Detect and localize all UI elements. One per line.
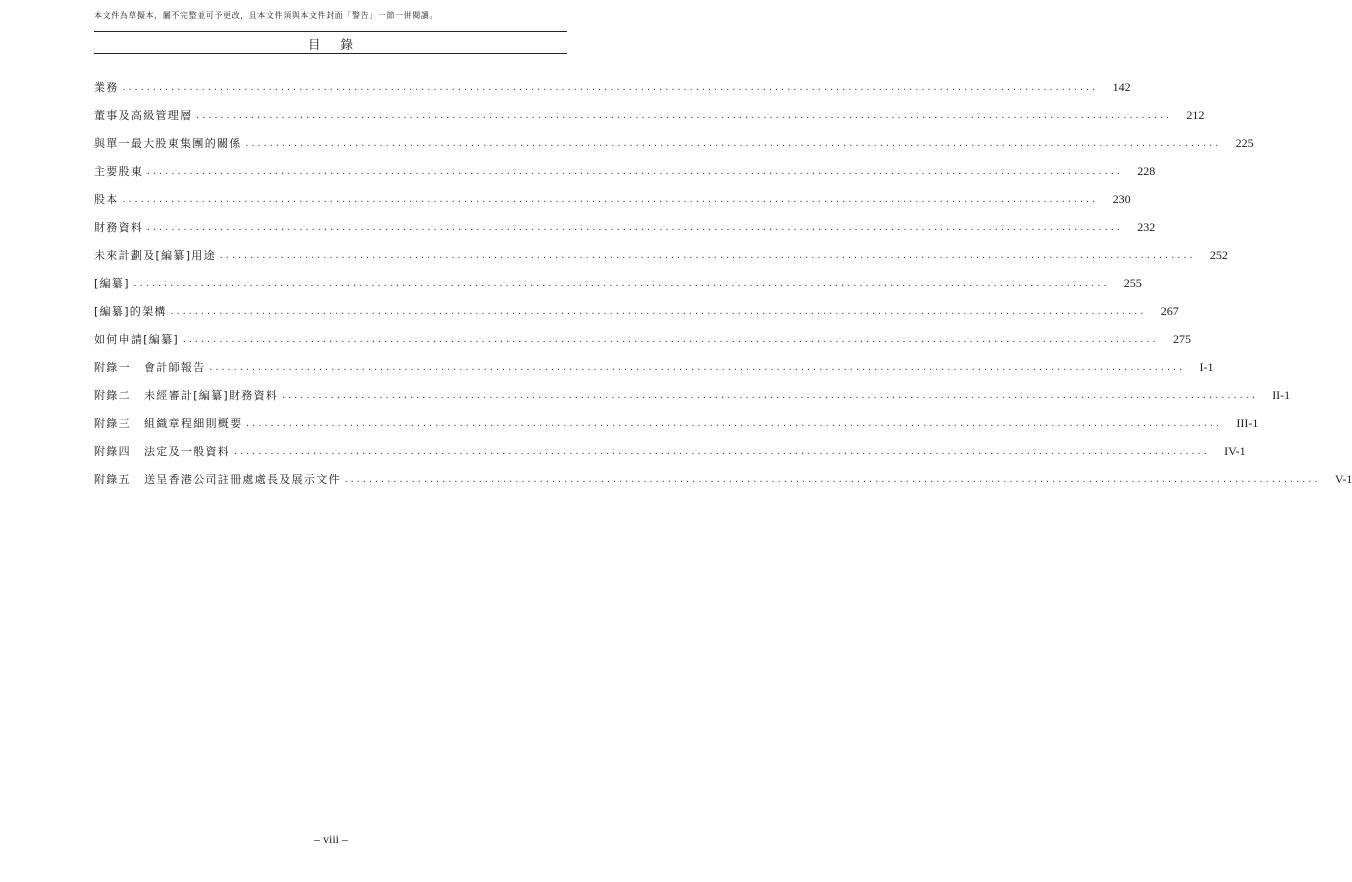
toc-entry-title <box>94 387 278 403</box>
table-of-contents <box>94 73 1352 493</box>
toc-entry-title <box>94 359 206 375</box>
dot-leader: ................................................................................................................................................................ <box>245 137 1222 149</box>
toc-entry[interactable] <box>94 465 1352 493</box>
toc-entry-title <box>94 331 179 347</box>
toc-entry[interactable] <box>94 409 1259 437</box>
toc-entry-label: 組織章程細則概要 <box>144 417 243 430</box>
toc-page-number: 225 <box>1235 135 1254 150</box>
toc-entry-title <box>94 443 230 459</box>
page-title: 目錄 <box>307 37 373 52</box>
toc-entry-label: 未經審計[編纂]財務資料 <box>144 389 279 402</box>
toc-entry-label: 法定及一般資料 <box>144 445 231 458</box>
toc-entry[interactable] <box>94 213 1156 241</box>
toc-page-number: 230 <box>1112 191 1131 206</box>
toc-entry-title <box>94 79 119 95</box>
toc-page-number: III-1 <box>1236 415 1259 430</box>
dot-leader: ................................................................................................................................................................ <box>344 473 1321 485</box>
toc-page-number: 228 <box>1137 163 1156 178</box>
toc-page-number: 232 <box>1137 219 1156 234</box>
dot-leader: ................................................................................................................................................................ <box>282 389 1259 401</box>
toc-entry[interactable] <box>94 269 1142 297</box>
toc-page-number: I-1 <box>1199 359 1214 374</box>
toc-entry[interactable] <box>94 325 1191 353</box>
toc-entry-label: 財務資料 <box>94 221 144 234</box>
toc-page-number: V-1 <box>1334 471 1352 486</box>
toc-entry[interactable] <box>94 73 1131 101</box>
dot-leader: ................................................................................................................................................................ <box>170 305 1147 317</box>
title-rule <box>94 53 567 54</box>
dot-leader: ................................................................................................................................................................ <box>234 445 1211 457</box>
toc-entry[interactable] <box>94 353 1214 381</box>
toc-page-number: 142 <box>1112 79 1131 94</box>
toc-entry-label: [編纂] <box>94 277 130 290</box>
dot-leader: ................................................................................................................................................................ <box>147 221 1124 233</box>
toc-entry-title <box>94 415 242 431</box>
toc-entry[interactable] <box>94 129 1254 157</box>
dot-leader: ................................................................................................................................................................ <box>246 417 1223 429</box>
toc-page-number: II-1 <box>1272 387 1291 402</box>
toc-entry-title <box>94 275 130 291</box>
dot-leader: ................................................................................................................................................................ <box>182 333 1159 345</box>
toc-entry-label: 會計師報告 <box>144 361 206 374</box>
toc-entry-label: [編纂]的架構 <box>94 305 167 318</box>
toc-entry[interactable] <box>94 157 1156 185</box>
toc-page-number: 267 <box>1160 303 1179 318</box>
toc-entry-label: 業務 <box>94 81 119 94</box>
toc-appendix-number: 附錄三 <box>94 417 131 430</box>
toc-entry-title <box>94 471 341 487</box>
dot-leader: ................................................................................................................................................................ <box>122 193 1099 205</box>
toc-entry-title <box>94 107 192 123</box>
toc-entry[interactable] <box>94 437 1246 465</box>
toc-entry-title <box>94 219 143 235</box>
toc-page-number: 275 <box>1172 331 1191 346</box>
dot-leader: ................................................................................................................................................................ <box>219 249 1196 261</box>
toc-entry-title <box>94 135 242 151</box>
toc-entry-title <box>94 303 167 319</box>
toc-entry-title <box>94 163 143 179</box>
toc-entry-label: 如何申請[編纂] <box>94 333 179 346</box>
page-number: – viii – <box>313 832 348 846</box>
toc-entry-label: 主要股東 <box>94 165 144 178</box>
toc-appendix-number: 附錄一 <box>94 361 131 374</box>
dot-leader: ................................................................................................................................................................ <box>147 165 1124 177</box>
toc-page-number: 252 <box>1209 247 1228 262</box>
dot-leader: ................................................................................................................................................................ <box>209 361 1186 373</box>
toc-entry[interactable] <box>94 241 1228 269</box>
toc-entry-title <box>94 247 216 263</box>
toc-appendix-number: 附錄五 <box>94 473 131 486</box>
toc-page-number: 255 <box>1123 275 1142 290</box>
toc-entry-label: 未來計劃及[編纂]用途 <box>94 249 216 262</box>
toc-appendix-number: 附錄二 <box>94 389 131 402</box>
toc-entry-label: 股本 <box>94 193 119 206</box>
toc-appendix-number: 附錄四 <box>94 445 131 458</box>
toc-entry-label: 董事及高級管理層 <box>94 109 193 122</box>
dot-leader: ................................................................................................................................................................ <box>122 81 1099 93</box>
toc-entry[interactable] <box>94 185 1131 213</box>
toc-page-number: 212 <box>1186 107 1205 122</box>
toc-entry-label: 與單一最大股東集團的關係 <box>94 137 242 150</box>
toc-entry[interactable] <box>94 381 1291 409</box>
toc-entry[interactable] <box>94 101 1205 129</box>
dot-leader: ................................................................................................................................................................ <box>133 277 1110 289</box>
draft-notice: 本文件為草擬本，屬不完整並可予更改，且本文件須與本文件封面「警告」一節一併閱讀。 <box>94 11 438 20</box>
toc-entry-label: 送呈香港公司註冊處處長及展示文件 <box>144 473 341 486</box>
toc-page-number: IV-1 <box>1224 443 1246 458</box>
toc-entry-title <box>94 191 119 207</box>
toc-entry[interactable] <box>94 297 1179 325</box>
dot-leader: ................................................................................................................................................................ <box>196 109 1173 121</box>
top-rule <box>94 31 567 32</box>
